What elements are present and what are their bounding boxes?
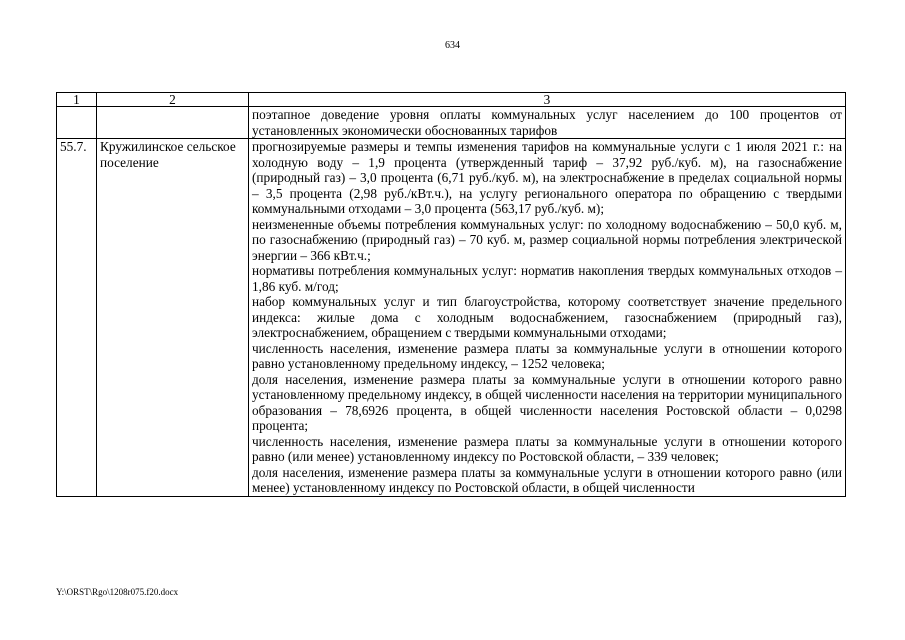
column-header-3: 3 <box>249 93 846 107</box>
row-number-cell <box>57 107 97 139</box>
row-number-cell: 55.7. <box>57 139 97 497</box>
paragraph: доля населения, изменение размера платы за коммунальные услуги в отношении которого равно установленному предельному индексу, в общей численности населения на территории муниципального образования – 78,6926 процента, в общей численности населения Ростовской области – 0,0298 процента; <box>252 371 842 433</box>
row-text-cell <box>249 139 846 497</box>
row-text-cell <box>249 107 846 139</box>
paragraph: поэтапное доведение уровня оплаты коммунальных услуг населением до 100 процентов от установленных экономически обоснованных тарифов <box>252 107 842 138</box>
page-number: 634 <box>445 40 460 51</box>
row-name-cell: Кружилинское сельское поселение <box>97 139 249 497</box>
row-name-cell <box>97 107 249 139</box>
column-header-2: 2 <box>97 93 249 107</box>
paragraph: прогнозируемые размеры и темпы изменения тарифов на коммунальные услуги с 1 июля 2021 г.: на холодную воду – 1,9 процента (утвержденный тариф – 37,92 руб./куб. м), на газоснабжение (природный газ) – 3,0 процента (6,71 руб./куб. м), на электроснабжение в пределах социальной нормы – 3,5 процента (2,98 руб./кВт.ч.), на услугу регионального оператора по обращению с твердыми коммунальными отходами – 3,0 процента (563,17 руб./куб. м); <box>252 139 842 216</box>
paragraph: набор коммунальных услуг и тип благоустройства, которому соответствует значение предельного индекса: жилые дома с холодным водоснабжением, газоснабжением (природный газ), электроснабжением, обращением с твердыми коммунальными отходами; <box>252 294 842 340</box>
paragraph: нормативы потребления коммунальных услуг: норматив накопления твердых коммунальных отходов – 1,86 куб. м/год; <box>252 263 842 294</box>
column-header-1: 1 <box>57 93 97 107</box>
paragraph: численность населения, изменение размера платы за коммунальные услуги в отношении которого равно установленному предельному индексу, – 1252 человека; <box>252 340 842 371</box>
paragraph: доля населения, изменение размера платы за коммунальные услуги в отношении которого равно (или менее) установленному индексу по Ростовской области, в общей численности <box>252 464 842 495</box>
file-path-footer: Y:\ORST\Rgo\1208r075.f20.docx <box>56 587 179 597</box>
paragraph: численность населения, изменение размера платы за коммунальные услуги в отношении которого равно (или менее) установленному индексу по Ростовской области, – 339 человек; <box>252 433 842 464</box>
table-row-continuation <box>57 107 846 139</box>
table-header-row <box>57 93 846 107</box>
document-table <box>56 92 846 497</box>
table-row-entry <box>57 139 846 497</box>
paragraph: неизмененные объемы потребления коммунальных услуг: по холодному водоснабжению – 50,0 куб. м, по газоснабжению (природный газ) – 70 куб. м, размер социальной нормы потребления электрической энергии – 366 кВт.ч.; <box>252 216 842 263</box>
